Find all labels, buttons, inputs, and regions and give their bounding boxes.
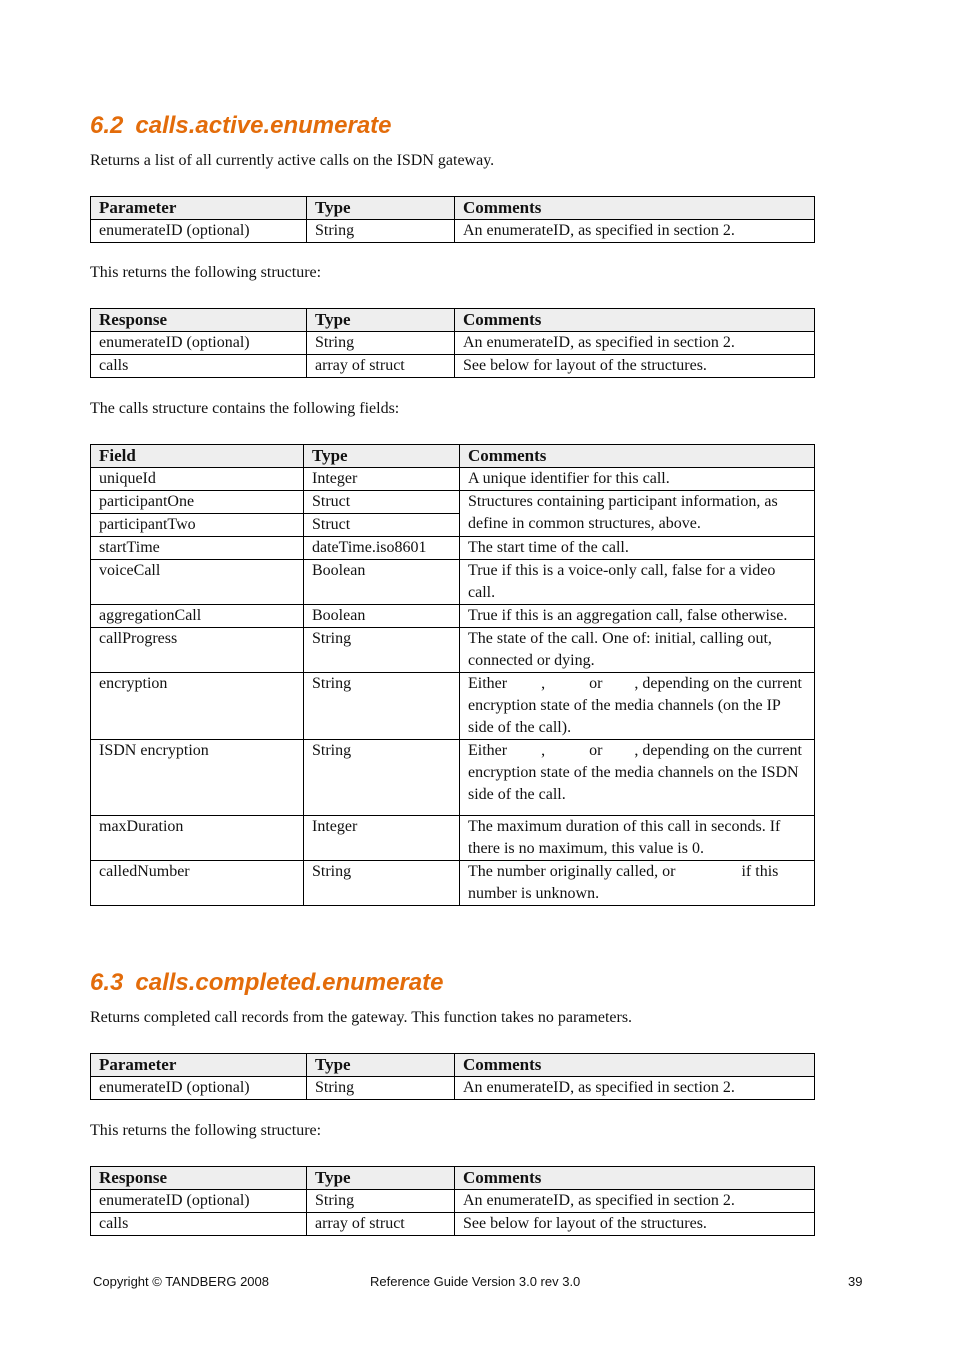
table-row [91,816,815,861]
table-cell: enumerateID (optional) [91,220,307,243]
table-row [91,1213,815,1236]
field-name: aggregationCall [91,605,304,628]
comment-part: , depending on the current encryption state of the media channels on the ISDN side of the call. [468,742,802,803]
table-row [91,861,815,906]
table-row [91,491,815,514]
field-type: Struct [304,491,460,514]
column-header: Response [91,1167,307,1190]
table-header-row [91,1054,815,1077]
field-name: participantOne [91,491,304,514]
field-type: String [304,740,460,816]
field-comment: The start time of the call. [460,537,815,560]
section-heading-6-3 [90,969,444,997]
column-header: Type [307,197,455,220]
section-number: 6.3 [90,969,124,996]
table-row [91,605,815,628]
table-row [91,673,815,740]
comment-part: if this number is unknown. [468,863,779,902]
section-title: calls.active.enumerate [135,112,392,139]
table-cell: enumerateID (optional) [91,332,307,355]
field-type: Integer [304,816,460,861]
column-header: Response [91,309,307,332]
column-header: Comments [455,1054,815,1077]
table-cell: array of struct [307,1213,455,1236]
field-name: uniqueId [91,468,304,491]
field-type: Boolean [304,560,460,605]
section-intro: Returns a list of all currently active calls on the ISDN gateway. [90,152,495,169]
section-number: 6.2 [90,112,124,139]
parameter-table [90,1053,815,1100]
table-header-row [91,445,815,468]
column-header: Comments [455,197,815,220]
field-name: calledNumber [91,861,304,906]
table-cell: String [307,1077,455,1100]
field-type: String [304,861,460,906]
table-cell: array of struct [307,355,455,378]
table-cell: String [307,1190,455,1213]
table-cell: calls [91,1213,307,1236]
table-header-row [91,1167,815,1190]
field-comment: True if this is a voice-only call, false for a video call. [460,560,815,605]
comment-part: or [589,675,603,692]
footer-guide-version: Reference Guide Version 3.0 rev 3.0 [370,1274,581,1289]
footer-copyright: Copyright © TANDBERG 2008 [93,1274,270,1289]
column-header: Field [91,445,304,468]
table-row [91,220,815,243]
table-cell: enumerateID (optional) [91,1077,307,1100]
comment-part: Either [468,742,508,759]
field-name: encryption [91,673,304,740]
field-comment [460,673,815,740]
section-heading-6-2 [90,112,392,140]
column-header: Parameter [91,1054,307,1077]
table-row [91,468,815,491]
comment-part: , [541,742,546,759]
comment-part: , [541,675,546,692]
table-header-row [91,197,815,220]
field-name: ISDN encryption [91,740,304,816]
returns-text: This returns the following structure: [90,1122,322,1139]
table-cell: String [307,332,455,355]
table-cell: See below for layout of the structures. [455,355,815,378]
field-comment: Structures containing participant information, as define in common structures, above. [460,491,815,537]
table-row [91,740,815,816]
field-type: dateTime.iso8601 [304,537,460,560]
table-cell: An enumerateID, as specified in section 2. [455,1190,815,1213]
field-type: Integer [304,468,460,491]
page-number: 39 [848,1274,863,1289]
column-header: Parameter [91,197,307,220]
field-type: String [304,673,460,740]
comment-part: or [589,742,603,759]
table-cell: String [307,220,455,243]
comment-part: Either [468,675,508,692]
table-row [91,355,815,378]
column-header: Type [307,309,455,332]
comment-part: , depending on the current encryption state of the media channels (on the IP side of the call). [468,675,802,736]
field-type: Struct [304,514,460,537]
column-header: Type [304,445,460,468]
table-cell: An enumerateID, as specified in section 2. [455,220,815,243]
column-header: Comments [460,445,815,468]
fields-text: The calls structure contains the following fields: [90,400,400,417]
table-cell: enumerateID (optional) [91,1190,307,1213]
column-header: Type [307,1054,455,1077]
fields-table [90,444,815,906]
table-cell: See below for layout of the structures. [455,1213,815,1236]
table-row [91,537,815,560]
column-header: Comments [455,309,815,332]
section-title: calls.completed.enumerate [135,969,444,996]
field-name: callProgress [91,628,304,673]
field-comment: The maximum duration of this call in seconds. If there is no maximum, this value is 0. [460,816,815,861]
field-comment: A unique identifier for this call. [460,468,815,491]
table-row [91,1190,815,1213]
table-row [91,1077,815,1100]
field-comment: The state of the call. One of: initial, calling out, connected or dying. [460,628,815,673]
field-type: Boolean [304,605,460,628]
field-name: startTime [91,537,304,560]
table-row [91,560,815,605]
table-row [91,332,815,355]
returns-text: This returns the following structure: [90,264,322,281]
comment-part: The number originally called, or [468,863,676,880]
table-cell: An enumerateID, as specified in section 2. [455,332,815,355]
response-table [90,308,815,378]
field-comment: True if this is an aggregation call, false otherwise. [460,605,815,628]
field-comment [460,861,815,906]
table-cell: An enumerateID, as specified in section 2. [455,1077,815,1100]
response-table [90,1166,815,1236]
parameter-table [90,196,815,243]
field-comment [460,740,815,816]
field-name: maxDuration [91,816,304,861]
table-row [91,628,815,673]
column-header: Type [307,1167,455,1190]
section-intro: Returns completed call records from the gateway. This function takes no parameters. [90,1009,633,1026]
field-name: voiceCall [91,560,304,605]
field-name: participantTwo [91,514,304,537]
field-type: String [304,628,460,673]
table-header-row [91,309,815,332]
column-header: Comments [455,1167,815,1190]
table-cell: calls [91,355,307,378]
